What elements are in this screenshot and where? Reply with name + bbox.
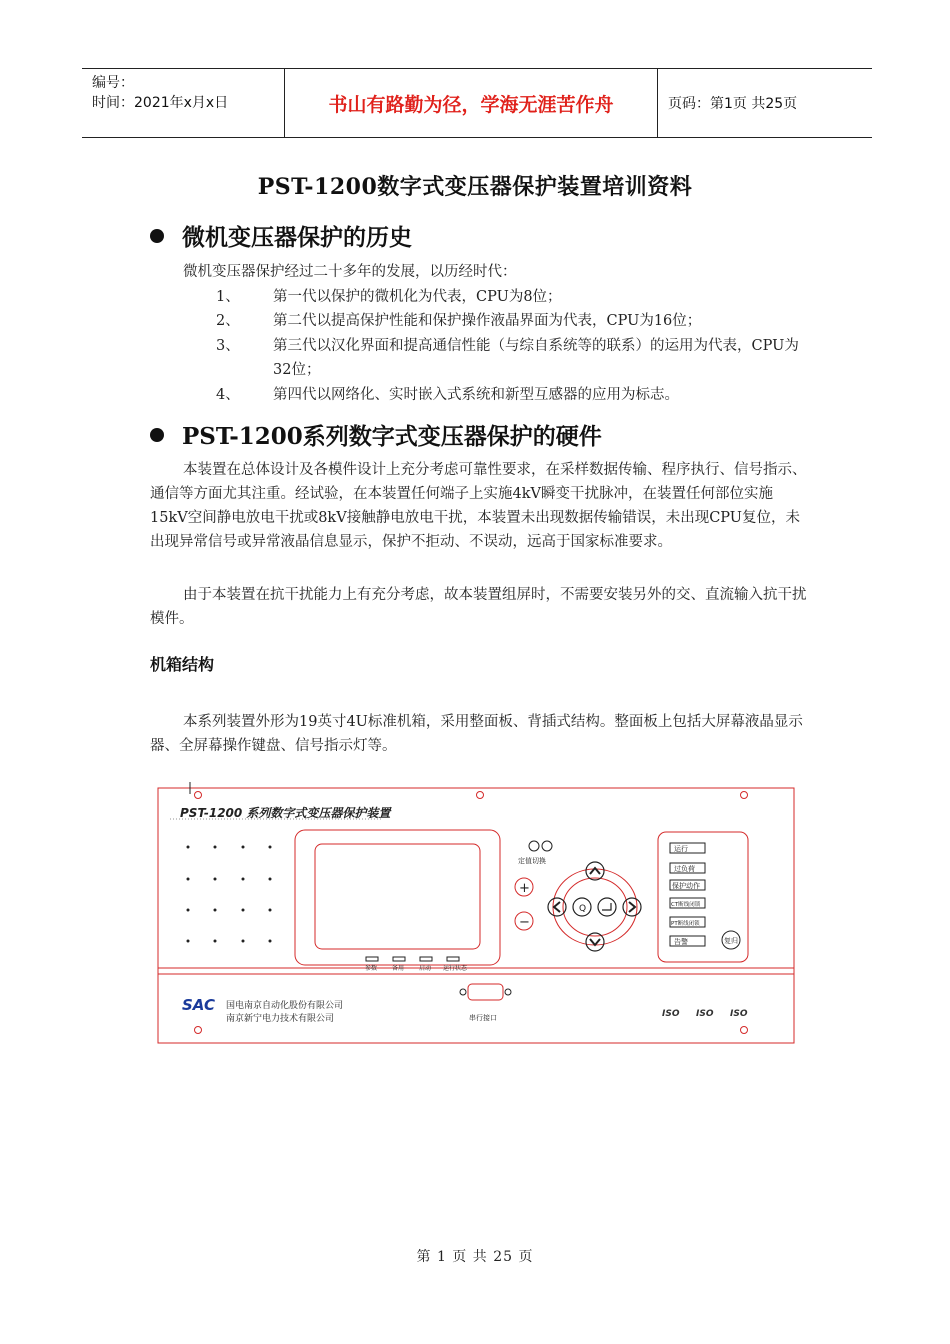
switch-label: 定值切换: [518, 857, 546, 865]
company-logo: [182, 996, 215, 1014]
setting-switch[interactable]: [529, 841, 552, 851]
certification-marks: [662, 1009, 748, 1019]
list-item-text: 第一代以保护的微机化为代表，CPU为8位；: [273, 289, 562, 305]
right-arrow-button[interactable]: [623, 898, 641, 916]
document-date: 时间：2021年x月x日: [92, 95, 229, 111]
list-item-number: 1、: [216, 289, 240, 305]
bullet-icon: [150, 428, 164, 442]
document-title: PST-1200数字式变压器保护装置培训资料: [257, 174, 693, 200]
indicator-pt-label: PT断线闭锁: [671, 921, 700, 927]
section-heading-history: [150, 219, 412, 252]
front-panel-drawing: [150, 780, 810, 1055]
section-heading-text: PST-1200系列数字式变压器保护的硬件: [182, 423, 602, 450]
list-item: [216, 285, 816, 309]
page-header: [82, 68, 872, 138]
enter-button[interactable]: [598, 898, 616, 916]
list-item-text: 第四代以网络化、实时嵌入式系统和新型互感器的应用为标志。: [273, 387, 679, 403]
hardware-paragraph-1: 本装置在总体设计及各模件设计上充分考虑可靠性要求，在采样数据传输、程序执行、信号指示、通信等方面尤其注重。经试验，在本装置任何端子上实施4kV瞬变干扰脉冲，在装置任何部位实施15kV空间静电放电干扰或8kV接触静电放电干扰，本装置未出现数据传输错误，未出现CPU复位，未出现异常信号或异常液晶信息显示，保护不拒动、不误动，远高于国家标准要求。: [150, 462, 807, 550]
list-item-text: 第三代以汉化界面和提高通信性能（与综自系统等的联系）的运用为代表，CPU为32位；: [273, 338, 799, 378]
list-item: [216, 334, 816, 382]
up-arrow-button[interactable]: [586, 862, 604, 880]
indicator-overload-label: 过负荷: [674, 865, 695, 873]
list-item-number: 3、: [216, 338, 240, 354]
document-number-label: 编号：: [92, 75, 134, 91]
svg-text:−: −: [519, 915, 530, 930]
indicator-ct-label: CT断线闭锁: [671, 902, 701, 908]
history-intro: 微机变压器保护经过二十多年的发展，以历经时代：: [183, 264, 517, 280]
q-key-label: Q: [579, 904, 587, 914]
list-item-number: 2、: [216, 313, 240, 329]
chassis-subheading: 机箱结构: [150, 655, 215, 674]
led-status-label: 运行状态: [443, 965, 468, 972]
plus-button[interactable]: [519, 881, 530, 896]
header-left-cell: [82, 69, 284, 137]
device-front-panel: [150, 780, 810, 1059]
led-spare-label: 备用: [392, 965, 405, 972]
company-name-1: 国电南京自动化股份有限公司: [226, 1001, 344, 1011]
led-start-label: 启动: [419, 965, 432, 972]
header-page-info: 页码：第1页 共25页: [668, 96, 798, 112]
list-item-text: 第二代以提高保护性能和保护操作液晶界面为代表，CPU为16位；: [273, 313, 702, 329]
svg-text:SAC: SAC: [182, 996, 215, 1014]
svg-text:+: +: [519, 881, 530, 896]
serial-port-label: 串行接口: [469, 1014, 497, 1022]
page-footer: 第 1 页 共 25 页: [416, 1249, 534, 1265]
led-param-label: 参数: [365, 965, 378, 972]
minus-button[interactable]: [519, 915, 530, 930]
bullet-icon: [150, 229, 164, 243]
section-heading-hardware: [150, 418, 602, 451]
chassis-paragraph: 本系列装置外形为19英寸4U标准机箱，采用整面板、背插式结构。整面板上包括大屏幕液晶显示器、全屏幕操作键盘、信号指示灯等。: [150, 714, 803, 754]
panel-device-title: PST-1200 系列数字式变压器保护装置: [180, 806, 391, 820]
cert-mark: ISO: [730, 1009, 748, 1019]
indicator-run-label: 运行: [674, 845, 688, 853]
cert-mark: ISO: [662, 1009, 680, 1019]
hardware-paragraph-2: 由于本装置在抗干扰能力上有充分考虑，故本装置组屏时，不需要安装另外的交、直流输入抗干扰模件。: [150, 587, 807, 627]
reset-button[interactable]: [722, 931, 740, 949]
indicator-protect-label: 保护动作: [672, 882, 700, 890]
cert-mark: ISO: [696, 1009, 714, 1019]
header-motto: 书山有路勤为径，学海无涯苦作舟: [284, 69, 658, 137]
section-heading-text: 微机变压器保护的历史: [182, 224, 412, 251]
list-item-number: 4、: [216, 387, 240, 403]
svg-text:复归: 复归: [724, 937, 738, 945]
company-name-2: 南京新宁电力技术有限公司: [226, 1014, 335, 1024]
list-item: [216, 309, 816, 333]
list-item: [216, 383, 816, 407]
indicator-alarm-label: 告警: [674, 938, 688, 946]
